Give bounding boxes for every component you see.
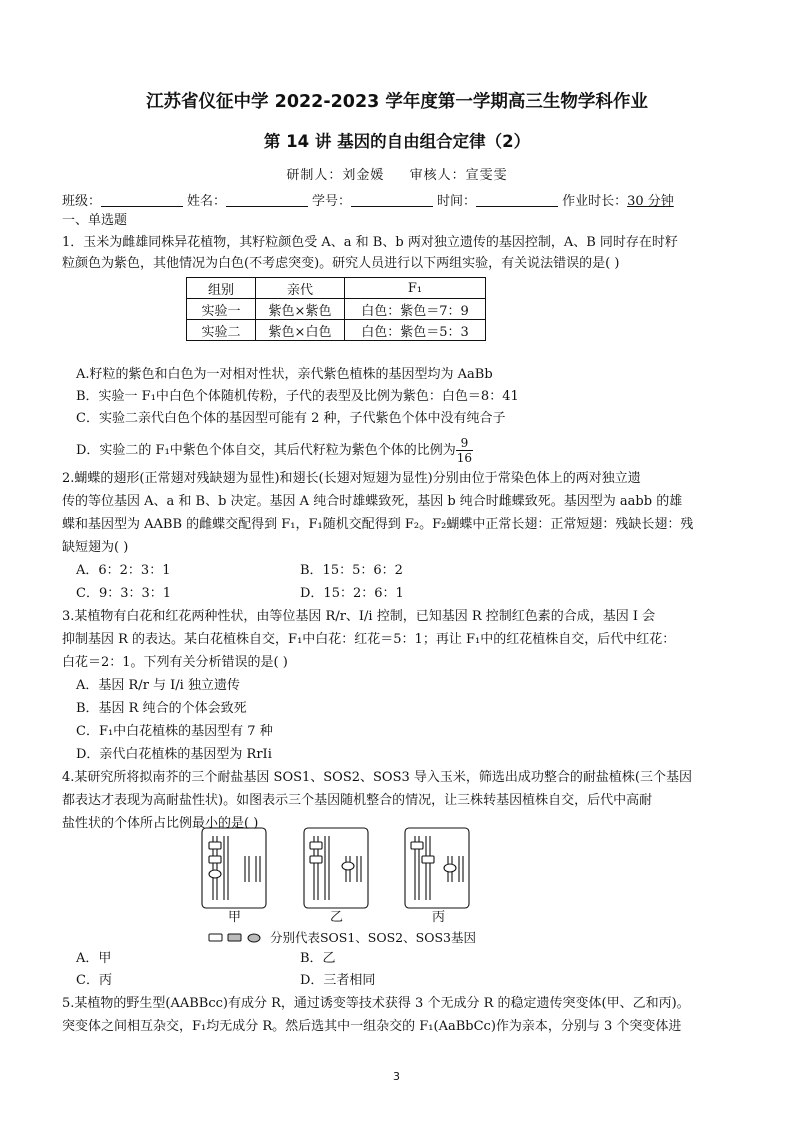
q2-stem-2: 传的等位基因 A、a 和 B、b 决定。基因 A 纯合时雄蝶致死，基因 b 纯合时雌蝶致死。基因型为 aabb 的雄 [62,494,683,509]
reviewer: 审核人：宣雯雯 [409,168,508,183]
name-label: 姓名： [187,194,227,209]
id-label: 学号： [312,194,352,209]
page-number: 3 [393,1070,400,1083]
figure-label-yi: 乙 [330,910,344,925]
q4-stem-3: 盐性状的个体所占比例最小的是( ) [62,816,259,831]
class-label: 班级： [62,194,102,209]
q3-stem-3: 白花＝2：1。下列有关分析错误的是( ) [62,655,288,670]
q1-option-b[interactable]: B．实验一 F₁中白色个体随机传粉，子代的表型及比例为紫色：白色＝8：41 [76,389,519,404]
q1-table [186,277,486,341]
fraction-numerator: 9 [456,436,473,451]
q1-option-d[interactable] [76,436,746,465]
q1-stem-1: 1．玉米为雌雄同株异花植物，其籽粒颜色受 A、a 和 B、b 两对独立遗传的基因控制，A、B 同时存在时籽 [62,235,678,250]
class-field[interactable] [101,193,183,207]
duration-value: 30 分钟 [627,194,674,209]
name-field[interactable] [226,193,308,207]
fraction [456,436,473,465]
q1-option-c[interactable]: C．实验二亲代白色个体的基因型可能有 2 种，子代紫色个体中没有纯合子 [76,411,506,426]
q4-option-a[interactable]: A．甲 [76,951,112,966]
cell-jia [202,828,266,908]
cell-bing [405,828,469,908]
school-title: 江苏省仪征中学 2022-2023 学年度第一学期高三生物学科作业 [146,92,648,112]
q5-stem-1: 5.某植物的野生型(AABBcc)有成分 R，通过诱变等技术获得 3 个无成分 R 的稳定遗传突变体(甲、乙和丙)。 [62,996,690,1011]
q3-option-d[interactable]: D．亲代白花植株的基因型为 RrIi [76,747,272,762]
q4-option-c[interactable]: C．丙 [76,973,112,988]
q3-stem-1: 3.某植物有白花和红花两种性状，由等位基因 R/r、I/i 控制，已知基因 R 控制红色素的合成，基因 I 会 [62,609,656,624]
q5-stem-2: 突变体之间相互杂交，F₁均无成分 R。然后选其中一组杂交的 F₁(AaBbCc)作为亲本，分别与 3 个突变体进 [62,1019,682,1034]
figure-legend [208,928,476,946]
table-header: F₁ [345,278,486,299]
q4-option-b[interactable]: B．乙 [300,951,336,966]
q2-stem-1: 2.蝴蝶的翅形(正常翅对残缺翅为显性)和翅长(长翅对短翅为显性)分别由位于常染色体上的两对独立遗 [62,471,641,486]
q3-option-a[interactable]: A．基因 R/r 与 I/i 独立遗传 [76,678,240,693]
time-label: 时间： [437,194,477,209]
table-cell: 紫色×白色 [256,320,345,341]
table-cell: 紫色×紫色 [256,299,345,320]
student-info-line [62,190,732,209]
figure-label-bing: 丙 [432,910,446,925]
fraction-denominator: 16 [456,451,473,465]
table-cell: 白色：紫色＝5：3 [345,320,486,341]
q2-option-d[interactable]: D．15：2：6：1 [300,586,404,601]
id-field[interactable] [351,193,433,207]
lesson-title: 第 14 讲 基因的自由组合定律（2） [263,132,531,151]
table-cell: 白色：紫色＝7：9 [345,299,486,320]
cell-yi [304,828,368,908]
q4-option-d[interactable]: D．三者相同 [300,973,376,988]
table-cell: 实验一 [187,299,256,320]
q2-option-a[interactable]: A．6：2：3：1 [76,563,171,578]
duration-label: 作业时长： [562,194,628,209]
q2-stem-3: 蝶和基因型为 AABB 的雌蝶交配得到 F₁，F₁随机交配得到 F₂。F₂蝴蝶中正常长翅：正常短翅：残缺长翅：残 [62,517,694,532]
time-field[interactable] [476,193,558,207]
q2-option-c[interactable]: C．9：3：3：1 [76,586,172,601]
q4-stem-1: 4.某研究所将拟南芥的三个耐盐基因 SOS1、SOS2、SOS3 导入玉米，筛选出成功整合的耐盐植株(三个基因 [62,770,692,785]
q4-stem-2: 都表达才表现为高耐盐性状)。如图表示三个基因随机整合的情况，让三株转基因植株自交，后代中高耐 [62,793,653,808]
chromosome-figure [200,826,470,911]
author-line [62,164,732,183]
legend-text: 分别代表SOS1、SOS2、SOS3基因 [269,930,476,945]
table-header: 组别 [187,278,256,299]
table-header: 亲代 [256,278,345,299]
table-cell: 实验二 [187,320,256,341]
section-heading: 一、单选题 [62,213,128,228]
gene-symbols-icon [208,932,266,944]
q3-option-c[interactable]: C．F₁中白花植株的基因型有 7 种 [76,724,273,739]
q1-stem-2: 粒颜色为紫色，其他情况为白色(不考虑突变)。研究人员进行以下两组实验，有关说法错误的是( ) [62,256,620,271]
author: 研制人：刘金媛 [286,168,385,183]
q2-option-b[interactable]: B．15：5：6：2 [300,563,403,578]
q3-stem-2: 抑制基因 R 的表达。某白花植株自交，F₁中白花：红花＝5：1；再让 F₁中的红花植株自交，后代中红花： [62,632,676,647]
figure-label-jia: 甲 [228,910,242,925]
q1-option-a[interactable]: A.籽粒的紫色和白色为一对相对性状，亲代紫色植株的基因型均为 AaBb [76,367,493,382]
q1-option-d-text: D．实验二的 F₁中紫色个体自交，其后代籽粒为紫色个体的比例为 [76,443,456,458]
q3-option-b[interactable]: B．基因 R 纯合的个体会致死 [76,701,247,716]
q2-stem-4: 缺短翅为( ) [62,540,129,555]
